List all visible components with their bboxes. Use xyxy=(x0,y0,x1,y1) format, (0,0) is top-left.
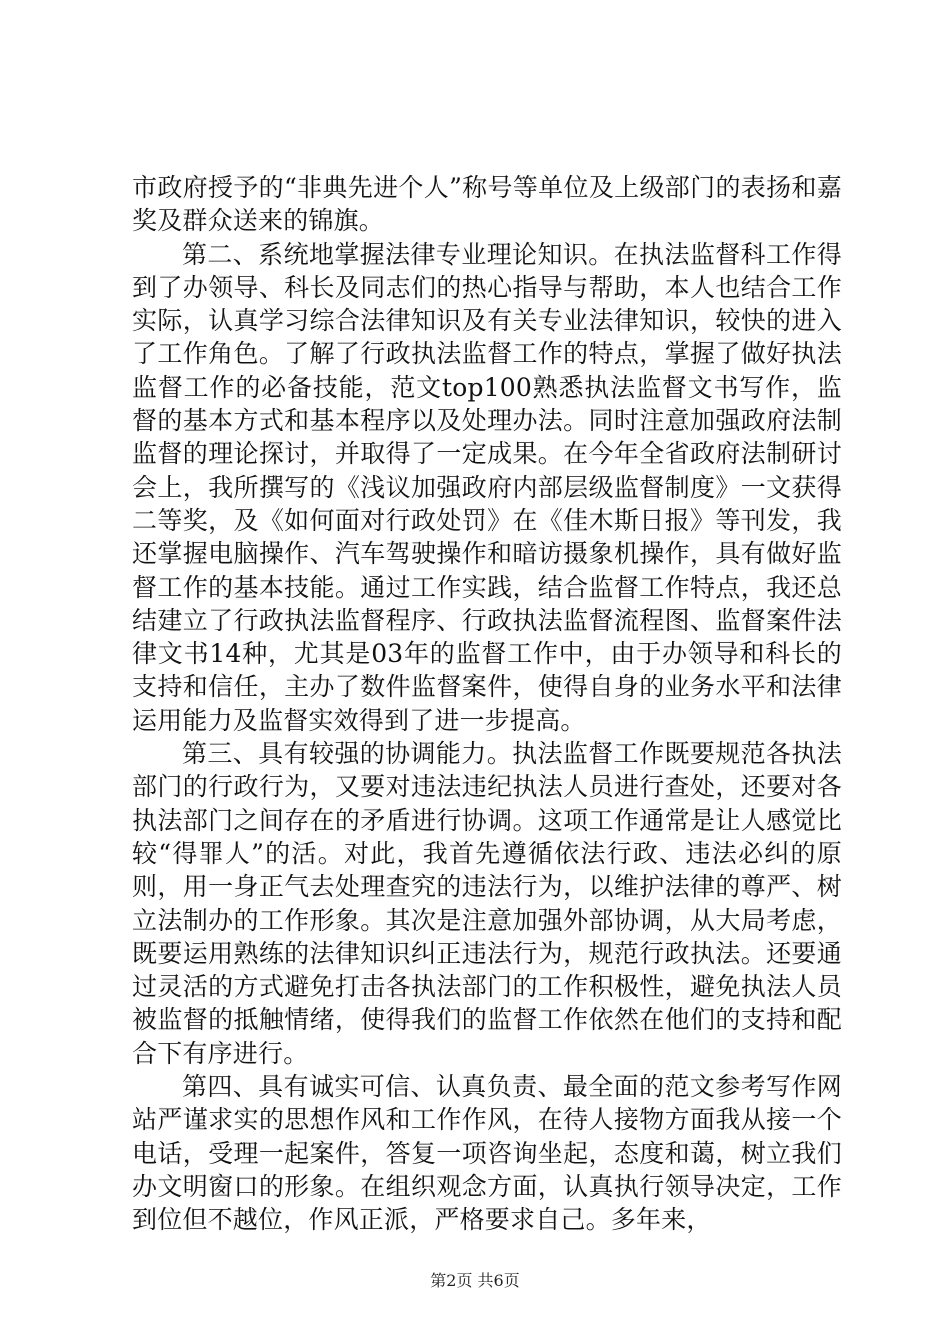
document-body xyxy=(132,171,842,1237)
paragraph-fourth: 第四、具有诚实可信、认真负责、最全面的范文参考写作网站严谨求实的思想作风和工作作风，在待人接物方面我从接一个电话，受理一起案件，答复一项咨询坐起，态度和蔼，树立我们办文明窗口的形象。在组织观念方面，认真执行领导决定，工作到位但不越位，作风正派，严格要求自己。多年来， xyxy=(132,1072,842,1235)
paragraph-third: 第三、具有较强的协调能力。执法监督工作既要规范各执法部门的行政行为，又要对违法违纪执法人员进行查处，还要对各执法部门之间存在的矛盾进行协调。这项工作通常是让人感觉比较“得罪人”的活。对此，我首先遵循依法行政、违法必纠的原则，用一身正气去处理查究的违法行为，以维护法律的尊严、树立法制办的工作形象。其次是注意加强外部协调，从大局考虑，既要运用熟练的法律知识纠正违法行为，规范行政执法。还要通过灵活的方式避免打击各执法部门的工作积极性，避免执法人员被监督的抵触情绪，使得我们的监督工作依然在他们的支持和配合下有序进行。 xyxy=(132,739,842,1068)
paragraph-second: 第二、系统地掌握法律专业理论知识。在执法监督科工作得到了办领导、科长及同志们的热心指导与帮助，本人也结合工作实际，认真学习综合法律知识及有关专业法律知识，较快的进入了工作角色。了解了行政执法监督工作的特点，掌握了做好执法监督工作的必备技能，范文top100熟悉执法监督文书写作，监督的基本方式和基本程序以及处理办法。同时注意加强政府法制监督的理论探讨，并取得了一定成果。在今年全省政府法制研讨会上，我所撰写的《浅议加强政府内部层级监督制度》一文获得二等奖，及《如何面对行政处罚》在《佳木斯日报》等刊发，我还掌握电脑操作、汽车驾驶操作和暗访摄象机操作，具有做好监督工作的基本技能。通过工作实践，结合监督工作特点，我还总结建立了行政执法监督程序、行政执法监督流程图、监督案件法律文书14种，尤其是03年的监督工作中，由于办领导和科长的支持和信任，主办了数件监督案件，使得自身的业务水平和法律运用能力及监督实效得到了进一步提高。 xyxy=(132,239,842,735)
paragraph-continuation: 市政府授予的“非典先进个人”称号等单位及上级部门的表扬和嘉奖及群众送来的锦旗。 xyxy=(132,173,842,236)
page-number-footer: 第2页 共6页 xyxy=(430,1271,520,1290)
